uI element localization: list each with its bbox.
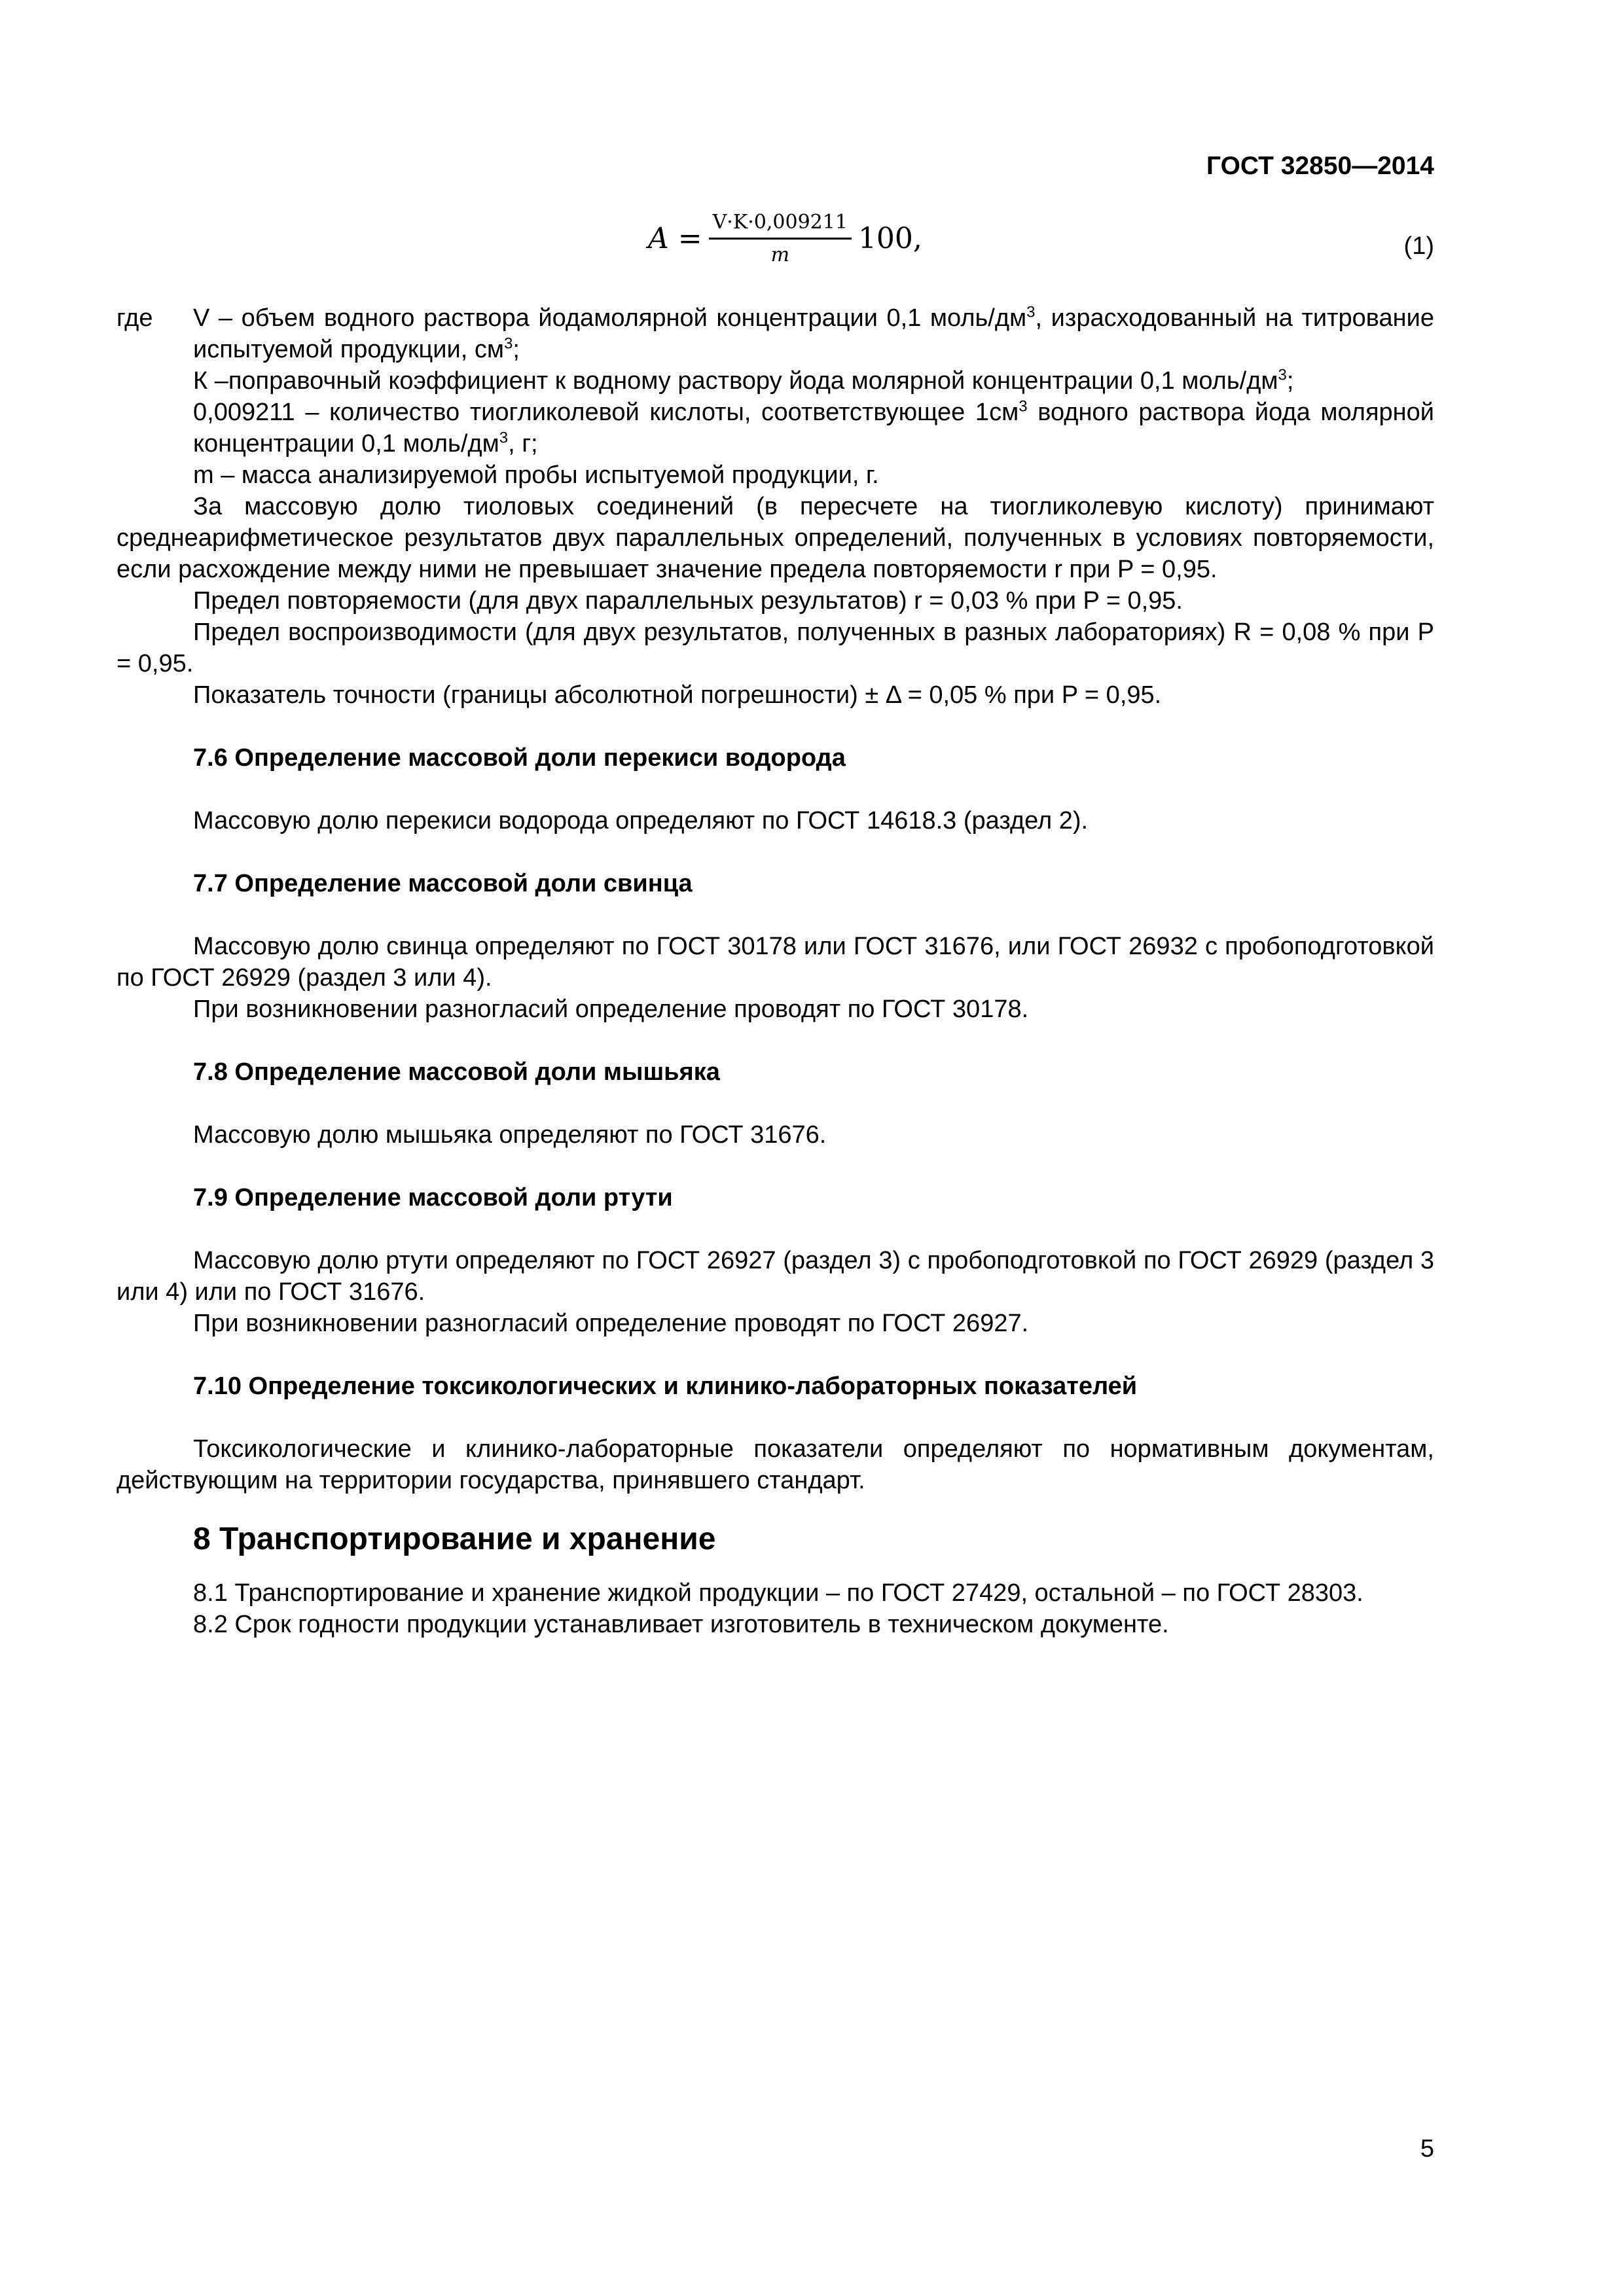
definitions — [117, 302, 1434, 491]
paragraph: Массовую долю свинца определяют по ГОСТ 30178 или ГОСТ 31676, или ГОСТ 26932 с пробоподготовкой по ГОСТ 26929 (раздел 3 или 4). — [117, 933, 1434, 992]
section-heading-7-7: 7.7 Определение массовой доли свинца — [193, 870, 693, 897]
paragraph: 8.1 Транспортирование и хранение жидкой продукции – по ГОСТ 27429, остальной – по ГОСТ 28303. — [193, 1579, 1363, 1607]
document-body — [117, 302, 1434, 1640]
section-heading-7-9: 7.9 Определение массовой доли ртути — [193, 1184, 673, 1211]
section-heading-8: 8 Транспортирование и хранение — [193, 1522, 716, 1556]
formula-numerator: V·K·0,009211 — [709, 211, 852, 240]
formula-lhs: A = — [648, 222, 702, 255]
paragraph: Токсикологические и клинико-лабораторные показатели определяют по нормативным документам, действующим на территории государства, принявшего стандарт. — [117, 1435, 1434, 1494]
paragraph: Предел повторяемости (для двух параллельных результатов) r = 0,03 % при P = 0,95. — [193, 587, 1183, 615]
definition-item: V – объем водного раствора йодамолярной концентрации 0,1 моль/$дм^3$, израсходованный на титрование испытуемой продукции, $см^3$; — [193, 303, 1434, 363]
formula-factor: 100, — [857, 222, 922, 255]
section-heading-7-6: 7.6 Определение массовой доли перекиси водорода — [193, 744, 846, 772]
paragraph: Массовую долю перекиси водорода определяют по ГОСТ 14618.3 (раздел 2). — [193, 807, 1089, 834]
definitions-list — [193, 302, 1434, 491]
paragraph: Предел воспроизводимости (для двух результатов, полученных в разных лабораториях) R = 0,08 % при P = 0,95. — [117, 619, 1434, 677]
page-number: 5 — [1420, 2135, 1434, 2162]
formula-denominator: m — [770, 243, 790, 266]
formula — [648, 211, 922, 266]
paragraph: 8.2 Срок годности продукции устанавливает изготовитель в техническом документе. — [193, 1611, 1169, 1638]
formula-fraction — [709, 211, 852, 266]
paragraph: При возникновении разногласий определение проводят по ГОСТ 26927. — [193, 1310, 1029, 1337]
paragraph: Массовую долю мышьяка определяют по ГОСТ 31676. — [193, 1121, 827, 1149]
definition-item: К –поправочный коэффициент к водному раствору йода молярной концентрации 0,1 моль/$дм^3$; — [193, 366, 1294, 395]
definition-item: m – масса анализируемой пробы испытуемой продукции, г. — [193, 461, 879, 489]
paragraph: Массовую долю ртути определяют по ГОСТ 26927 (раздел 3) с пробоподготовкой по ГОСТ 26929 (раздел 3 или 4) или по ГОСТ 31676. — [117, 1247, 1434, 1306]
section-heading-7-8: 7.8 Определение массовой доли мышьяка — [193, 1058, 720, 1086]
definition-item: 0,009211 – количество тиогликолевой кислоты, соответствующее $1см^3$ водного раствора йода молярной концентрации 0,1 моль/$дм^3$, г; — [193, 397, 1435, 457]
paragraph: Показатель точности (границы абсолютной погрешности) ± Δ = 0,05 % при P = 0,95. — [193, 681, 1162, 709]
paragraph: За массовую долю тиоловых соединений (в пересчете на тиогликолевую кислоту) принимают среднеарифметическое результатов двух параллельных определений, полученных в условиях повторяемости, если расхождение между ними не превышает значение предела повторяемости r при P = 0,95. — [117, 493, 1434, 583]
formula-number: (1) — [1403, 232, 1434, 260]
document-code: ГОСТ 32850—2014 — [1206, 152, 1434, 180]
definitions-label: где — [117, 304, 153, 332]
paragraph: При возникновении разногласий определение проводят по ГОСТ 30178. — [193, 996, 1029, 1023]
section-heading-7-10: 7.10 Определение токсикологических и клинико-лабораторных показателей — [193, 1372, 1138, 1400]
